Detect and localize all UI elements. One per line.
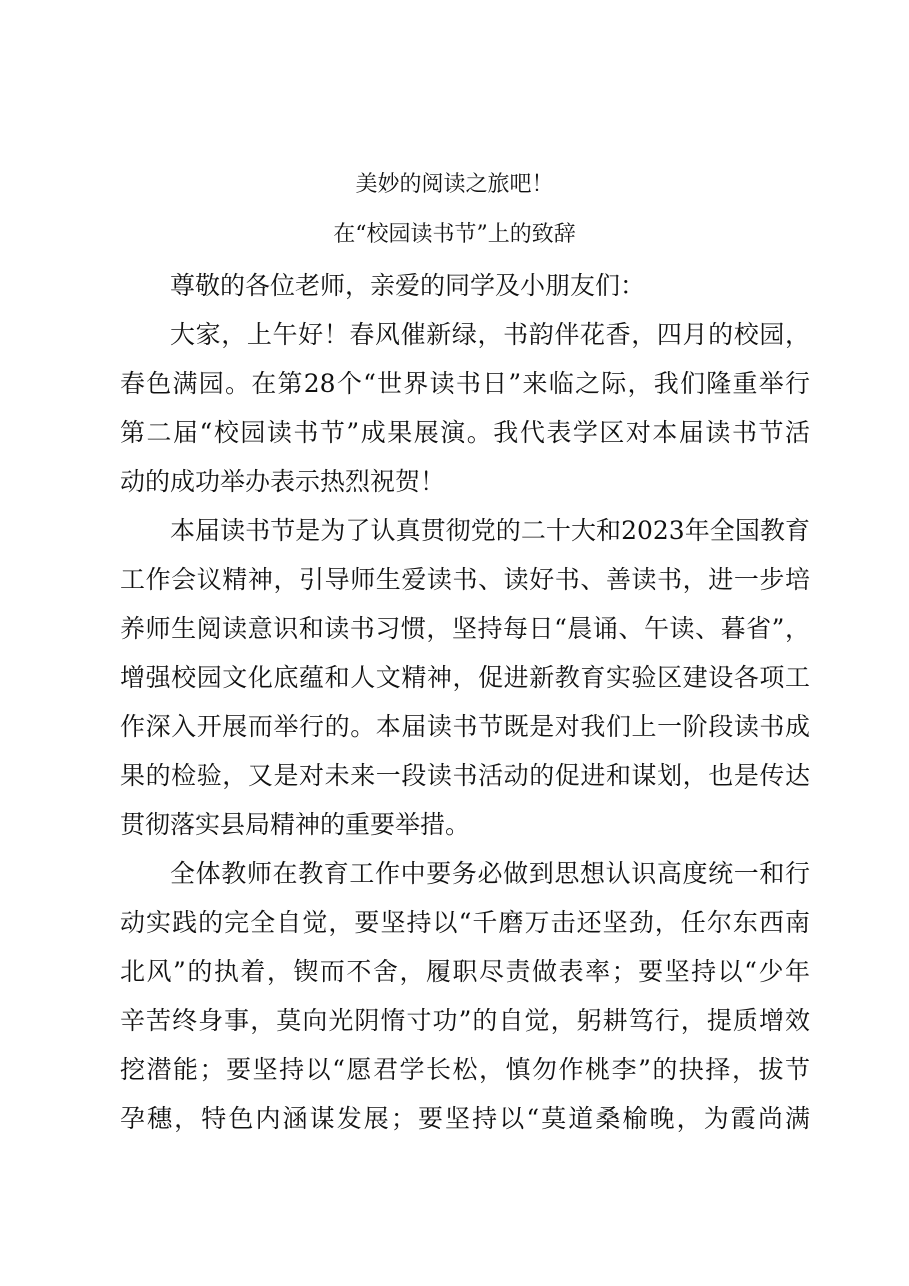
document-subtitle: 在“校园读书节”上的致辞 [333,222,576,247]
text-line: 增强校园文化底蕴和人文精神，促进新教育实验区建设各项工 [120,663,810,692]
text-line: 全体教师在教育工作中要务必做到思想认识高度统一和行 [170,859,810,888]
text-line: 养师生阅读意识和读书习惯，坚持每日“晨诵、午读、暮省”， [120,614,810,643]
text-line: 辛苦终身事，莫向光阴惰寸功”的自觉，躬耕笃行，提质增效 [120,1006,810,1035]
text-line: 大家，上午好！春风催新绿，书韵伴花香，四月的校园， [170,320,810,349]
text-line: 春色满园。在第28个“世界读书日”来临之际，我们隆重举行 [120,369,810,398]
salutation-line: 尊敬的各位老师，亲爱的同学及小朋友们： [170,271,646,300]
text-line: 动的成功举办表示热烈祝贺！ [120,467,446,496]
text-line: 第二届“校园读书节”成果展演。我代表学区对本届读书节活 [120,418,810,447]
text-line: 孕穗，特色内涵谋发展；要坚持以“莫道桑榆晚，为霞尚满 [120,1104,810,1133]
text-line: 贯彻落实县局精神的重要举措。 [120,810,471,839]
text-line: 挖潜能；要坚持以“愿君学长松，慎勿作桃李”的抉择，拔节 [120,1055,810,1084]
text-line: 本届读书节是为了认真贯彻党的二十大和2023年全国教育 [170,516,810,545]
text-line: 作深入开展而举行的。本届读书节既是对我们上一阶段读书成 [120,712,810,741]
text-line: 果的检验，又是对未来一段读书活动的促进和谋划，也是传达 [120,761,810,790]
text-line: 工作会议精神，引导师生爱读书、读好书、善读书，进一步培 [120,565,810,594]
text-line: 北风”的执着，锲而不舍，履职尽责做表率；要坚持以“少年 [120,957,810,986]
document-title: 美妙的阅读之旅吧！ [355,172,554,197]
text-line: 动实践的完全自觉，要坚持以“千磨万击还坚劲，任尔东西南 [120,908,810,937]
